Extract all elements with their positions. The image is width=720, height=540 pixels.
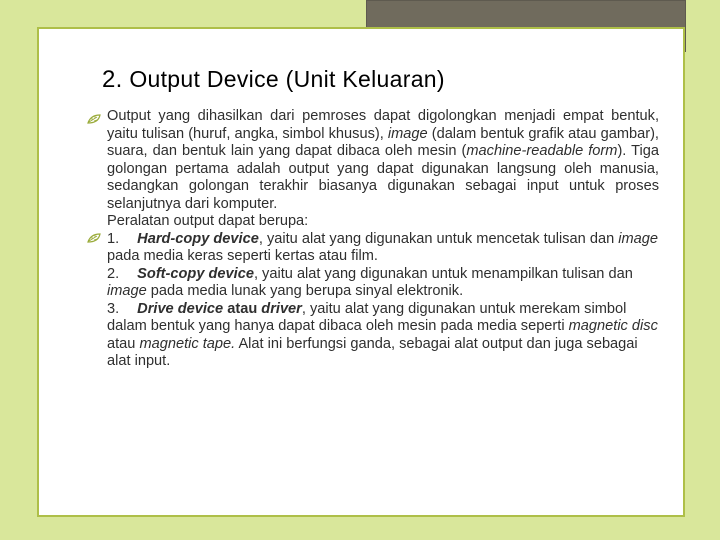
text-run: Output yang dihasilkan dari pemroses dapat digolongkan menjadi empat bentuk, yaitu tulisan (huruf, angka, simbol khusus), (107, 108, 659, 142)
text-run: image (387, 125, 428, 142)
list-number: 2. (107, 265, 120, 282)
text-run: Alat ini berfungsi ganda, sebagai alat output dan juga sebagai alat input. (107, 335, 638, 369)
text-run: Hard-copy device (137, 230, 259, 247)
text-run: , yaitu alat yang digunakan untuk mencetak tulisan dan (258, 230, 619, 247)
text-run: ). Tiga golongan pertama adalah output yang dapat digunakan langsung oleh manusia, sedangkan golongan terakhir biasanya digunakan sebagai input untuk proses selanjutnya dari komputer. (107, 143, 659, 212)
list-number: 1. (107, 230, 120, 247)
text-run: Peralatan output dapat berupa: (107, 213, 309, 229)
leaf-bullet-icon (87, 113, 101, 125)
text-run: atau (223, 300, 262, 317)
text-run: pada media keras seperti kertas atau film. (107, 248, 378, 264)
bullet-paragraph-2 (107, 213, 659, 371)
title-text: Output Device (Unit Keluaran) (129, 66, 445, 92)
text-run: , yaitu alat yang digunakan untuk menampilkan tulisan dan (253, 265, 633, 282)
text-run: machine-readable form (466, 143, 618, 159)
bullet-paragraph-1 (107, 108, 659, 213)
text-run: image (618, 230, 659, 247)
text-run: atau (107, 335, 140, 352)
list-number: 3. (107, 300, 120, 317)
slide-content (107, 108, 659, 371)
text-run: driver (261, 300, 302, 317)
leaf-bullet-icon (87, 232, 101, 244)
text-run: , yaitu alat yang digunakan untuk merekam simbol dalam bentuk yang hanya dapat dibaca oleh mesin pada media seperti (107, 300, 627, 334)
text-run: magnetic tape. (139, 335, 236, 352)
text-run: magnetic disc (568, 318, 658, 334)
text-run: pada media lunak yang berupa sinyal elektronik. (146, 283, 464, 299)
text-run: (dalam bentuk grafik atau gambar), suara, dan bentuk lain yang dapat dibaca oleh mesin ( (107, 125, 659, 159)
text-run: image (107, 283, 147, 299)
slide-title (102, 66, 445, 94)
title-number: 2. (102, 66, 123, 93)
text-run: Drive device (137, 300, 224, 317)
text-run: Soft-copy device (137, 265, 254, 282)
